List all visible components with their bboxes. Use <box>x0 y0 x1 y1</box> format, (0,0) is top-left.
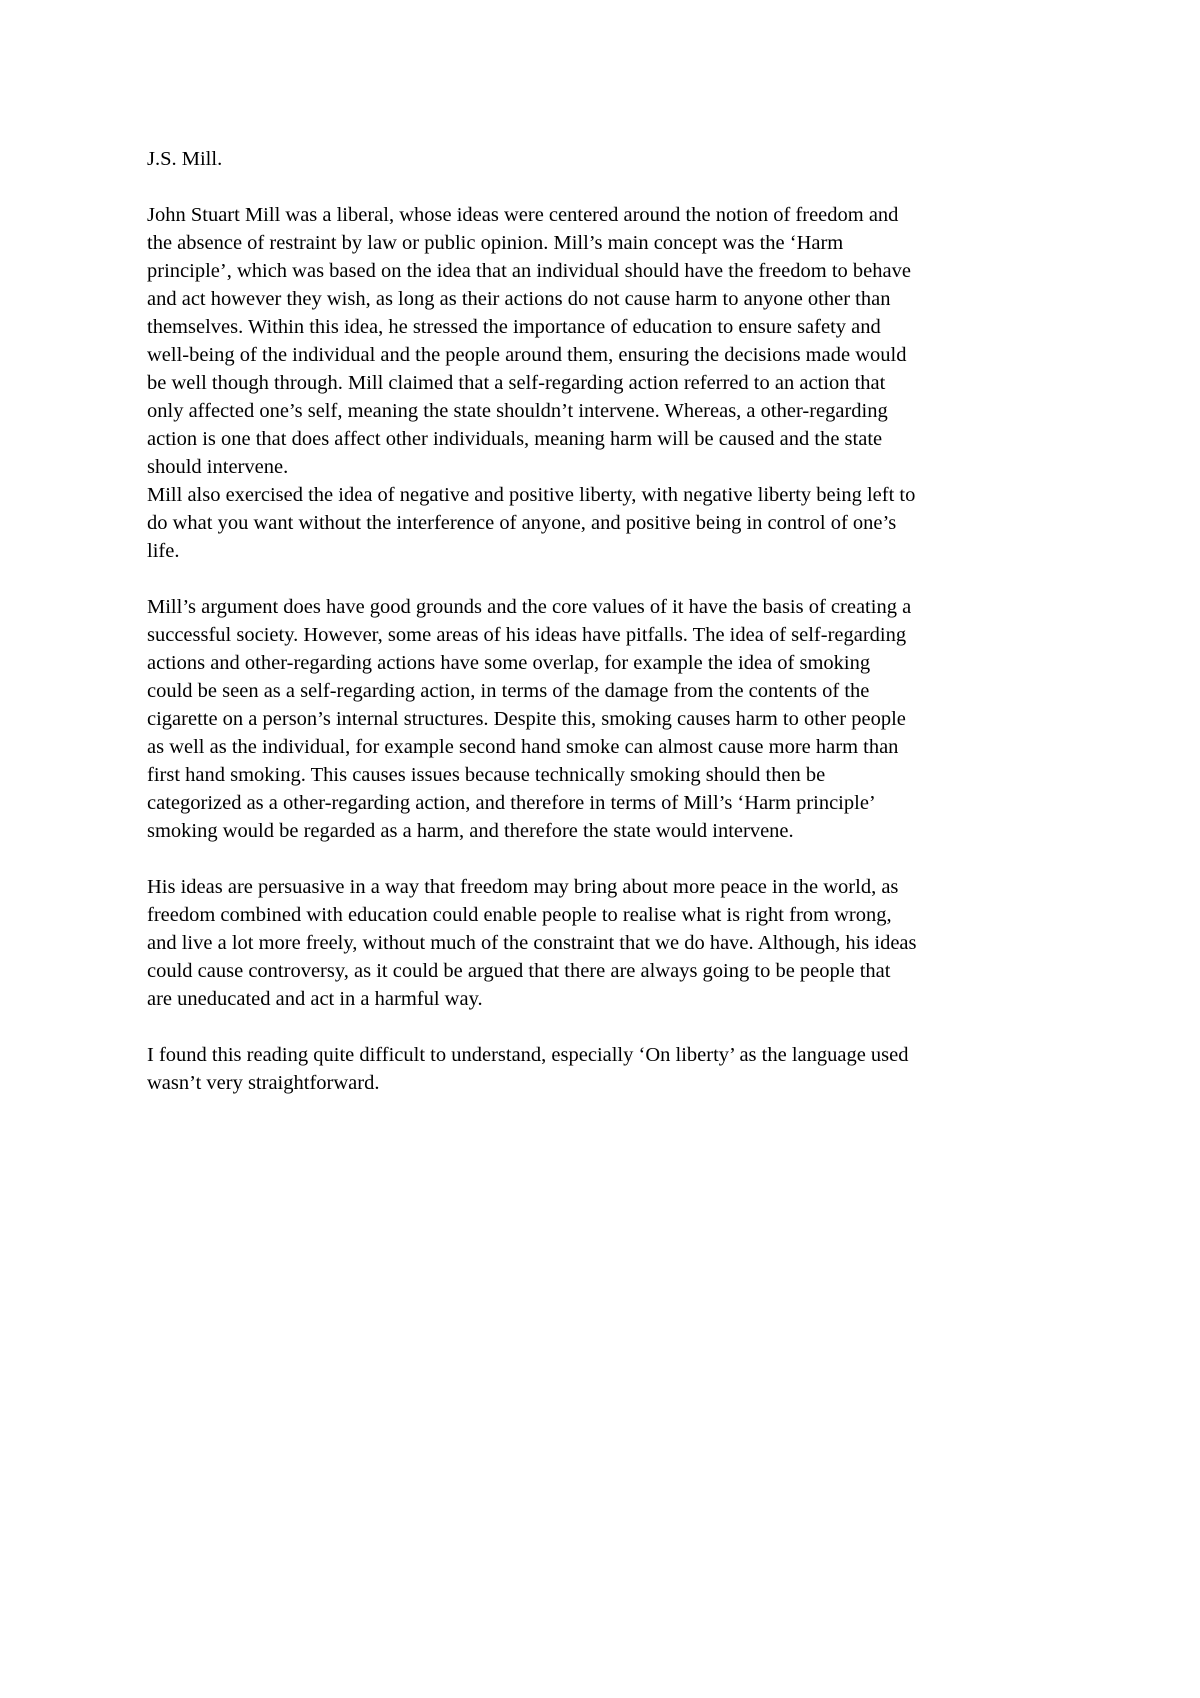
text-line: categorized as a other-regarding action, and therefore in terms of Mill’s ‘Harm principle’ <box>147 792 876 814</box>
text-line: and act however they wish, as long as their actions do not cause harm to anyone other than <box>147 288 891 310</box>
paragraph-2 <box>147 481 1067 565</box>
paragraph-1 <box>147 201 1067 481</box>
text-line: first hand smoking. This causes issues because technically smoking should then be <box>147 764 826 786</box>
paragraph-3 <box>147 593 1067 845</box>
text-line: smoking would be regarded as a harm, and therefore the state would intervene. <box>147 820 794 842</box>
text-line: should intervene. <box>147 456 289 478</box>
text-line: themselves. Within this idea, he stressed the importance of education to ensure safety and <box>147 316 881 338</box>
text-line: principle’, which was based on the idea that an individual should have the freedom to behave <box>147 260 911 282</box>
text-line: wasn’t very straightforward. <box>147 1072 380 1094</box>
text-line: could be seen as a self-regarding action, in terms of the damage from the contents of the <box>147 680 870 702</box>
text-line: and live a lot more freely, without much of the constraint that we do have. Although, his ideas <box>147 932 917 954</box>
text-line: successful society. However, some areas of his ideas have pitfalls. The idea of self-regarding <box>147 624 907 646</box>
text-line: well-being of the individual and the people around them, ensuring the decisions made would <box>147 344 907 366</box>
text-line: could cause controversy, as it could be argued that there are always going to be people that <box>147 960 891 982</box>
text-line: the absence of restraint by law or public opinion. Mill’s main concept was the ‘Harm <box>147 232 844 254</box>
text-line: are uneducated and act in a harmful way. <box>147 988 483 1010</box>
document-title: J.S. Mill. <box>147 148 223 170</box>
paragraph-5 <box>147 1041 1067 1097</box>
text-line: only affected one’s self, meaning the state shouldn’t intervene. Whereas, a other-regarding <box>147 400 888 422</box>
text-line: actions and other-regarding actions have some overlap, for example the idea of smoking <box>147 652 871 674</box>
paragraph-4 <box>147 873 1067 1013</box>
text-line: John Stuart Mill was a liberal, whose ideas were centered around the notion of freedom and <box>147 204 899 226</box>
document-body <box>147 145 1067 1125</box>
text-line: life. <box>147 540 180 562</box>
text-line: freedom combined with education could enable people to realise what is right from wrong, <box>147 904 892 926</box>
text-line: be well though through. Mill claimed that a self-regarding action referred to an action that <box>147 372 886 394</box>
text-line: Mill’s argument does have good grounds and the core values of it have the basis of creating a <box>147 596 912 618</box>
text-line: I found this reading quite difficult to understand, especially ‘On liberty’ as the language used <box>147 1044 909 1066</box>
text-line: His ideas are persuasive in a way that freedom may bring about more peace in the world, as <box>147 876 899 898</box>
text-line: do what you want without the interference of anyone, and positive being in control of one’s <box>147 512 897 534</box>
text-line: Mill also exercised the idea of negative and positive liberty, with negative liberty being left to <box>147 484 916 506</box>
text-line: as well as the individual, for example second hand smoke can almost cause more harm than <box>147 736 899 758</box>
text-line: action is one that does affect other individuals, meaning harm will be caused and the state <box>147 428 883 450</box>
text-line: cigarette on a person’s internal structures. Despite this, smoking causes harm to other people <box>147 708 906 730</box>
